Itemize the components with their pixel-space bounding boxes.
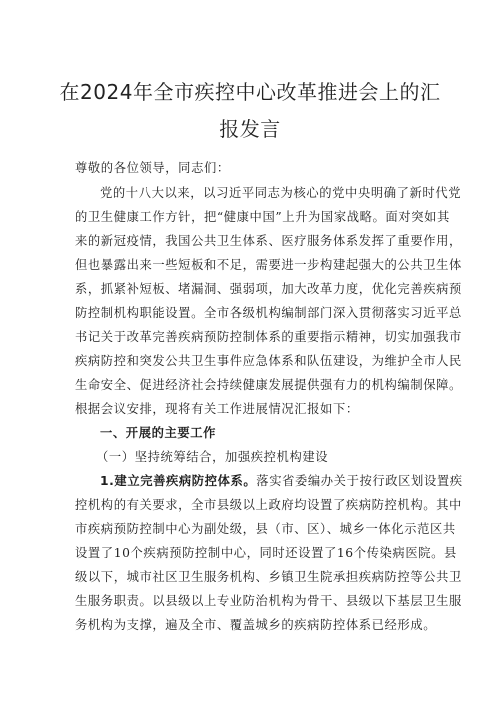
paragraph-line: 控机构的有关要求，全市县级以上政府均设置了疾病防控机构。其中 [75,498,462,512]
paragraph-line: 生服务职责。以县级以上专业防治机构为骨干、县级以下基层卫生服 [75,594,462,608]
section-heading: 一、开展的主要工作 [100,426,217,440]
document-title-line-1: 在2024年全市疾控中心改革推进会上的汇 [59,80,441,104]
paragraph-line: 的卫生健康工作方针，把“健康中国”上升为国家战略。面对突如其 [75,210,450,224]
document-title-line-2: 报发言 [219,117,281,141]
paragraph-line: 级以下，城市社区卫生服务机构、乡镇卫生院承担疾病防控等公共卫 [75,570,462,584]
item-first-line [100,474,463,488]
paragraph-line: 书记关于改革完善疾病预防控制体系的重要指示精神，切实加强我市 [75,330,462,344]
item-lead: 1.建立完善疾病防控体系。 [100,474,257,488]
paragraph-line: 来的新冠疫情，我国公共卫生体系、医疗服务体系发挥了重要作用， [75,234,462,248]
paragraph-line: 市疾病预防控制中心为副处级，县（市、区）、城乡一体化示范区共 [75,522,456,536]
salutation: 尊敬的各位领导，同志们： [75,161,230,175]
paragraph-line: 但也暴露出来一些短板和不足，需要进一步构建起强大的公共卫生体 [75,258,462,272]
paragraph-line: 根据会议安排，现将有关工作进展情况汇报如下： [75,402,359,416]
paragraph-line: 生命安全、促进经济社会持续健康发展提供强有力的机构编制保障。 [75,378,462,392]
paragraph-line: 系，抓紧补短板、堵漏洞、强弱项，加大改革力度，优化完善疾病预 [75,282,462,296]
paragraph-line: 务机构为支撑，遍及全市、覆盖城乡的疾病防控体系已经形成。 [75,618,437,632]
subsection-heading: （一）坚持统筹结合，加强疾控机构建设 [96,450,329,464]
paragraph-line: 疾病防控和突发公共卫生事件应急体系和队伍建设，为维护全市人民 [75,354,462,368]
item-first-line-rest: 落实省委编办关于按行政区划设置疾 [256,474,463,488]
paragraph-line: 党的十八大以来，以习近平同志为核心的党中央明确了新时代党 [100,186,462,200]
paragraph-line: 防控制机构职能设置。全市各级机构编制部门深入贯彻落实习近平总 [75,306,462,320]
paragraph-line: 设置了10个疾病预防控制中心，同时还设置了16个传染病医院。县 [75,546,457,560]
